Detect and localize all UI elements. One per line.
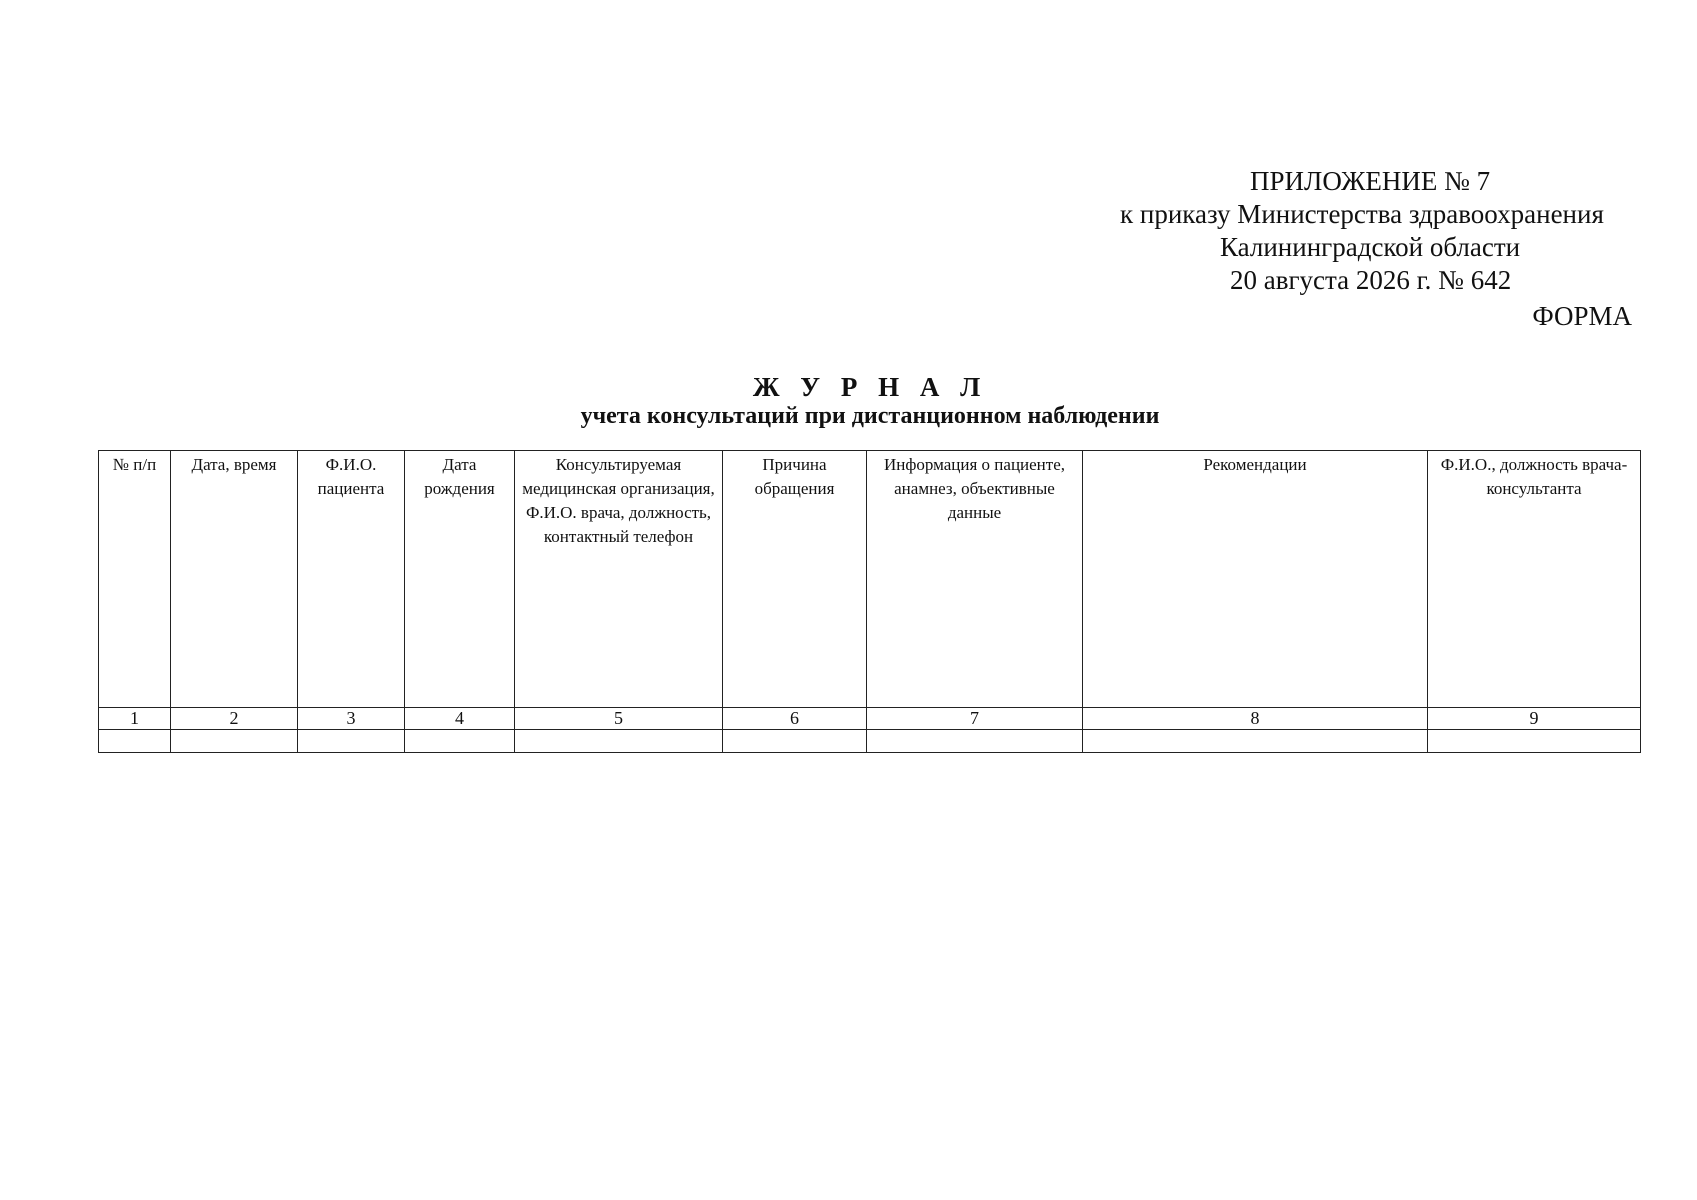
column-number: 5	[515, 708, 723, 730]
title-subtitle: учета консультаций при дистанционном наблюдении	[580, 403, 1160, 429]
appendix-date-number: 20 августа 2026 г. № 642	[1230, 265, 1512, 295]
column-header: Консультируемая медицинская организация, Ф.И.О. врача, должность, контактный телефон	[515, 451, 723, 708]
column-number: 1	[99, 708, 171, 730]
column-number: 9	[1428, 708, 1641, 730]
form-label: ФОРМА	[1532, 301, 1632, 331]
column-header: № п/п	[99, 451, 171, 708]
table-cell	[99, 730, 171, 753]
journal-table	[98, 450, 1641, 753]
table-row	[99, 730, 1641, 753]
column-number: 2	[171, 708, 298, 730]
column-header: Дата рождения	[405, 451, 515, 708]
appendix-block	[1080, 165, 1640, 333]
column-number: 3	[298, 708, 405, 730]
column-header: Причина обращения	[723, 451, 867, 708]
table-cell	[171, 730, 298, 753]
column-header: Информация о пациенте, анамнез, объективные данные	[867, 451, 1083, 708]
title-main: Ж У Р Н А Л	[752, 372, 988, 402]
column-number: 7	[867, 708, 1083, 730]
table-cell	[515, 730, 723, 753]
appendix-order-ref: к приказу Министерства здравоохранения	[1120, 199, 1604, 229]
table-cell	[723, 730, 867, 753]
column-number: 4	[405, 708, 515, 730]
table-header-row	[99, 451, 1641, 708]
column-number-row	[99, 708, 1641, 730]
document-title	[0, 372, 1697, 430]
column-number: 6	[723, 708, 867, 730]
column-header: Ф.И.О. пациента	[298, 451, 405, 708]
column-number: 8	[1083, 708, 1428, 730]
table-cell	[867, 730, 1083, 753]
table-cell	[298, 730, 405, 753]
table-cell	[1428, 730, 1641, 753]
column-header: Дата, время	[171, 451, 298, 708]
appendix-number: ПРИЛОЖЕНИЕ № 7	[1250, 166, 1491, 196]
table-cell	[1083, 730, 1428, 753]
appendix-region: Калининградской области	[1220, 232, 1521, 262]
column-header: Ф.И.О., должность врача-консультанта	[1428, 451, 1641, 708]
column-header: Рекомендации	[1083, 451, 1428, 708]
table-cell	[405, 730, 515, 753]
